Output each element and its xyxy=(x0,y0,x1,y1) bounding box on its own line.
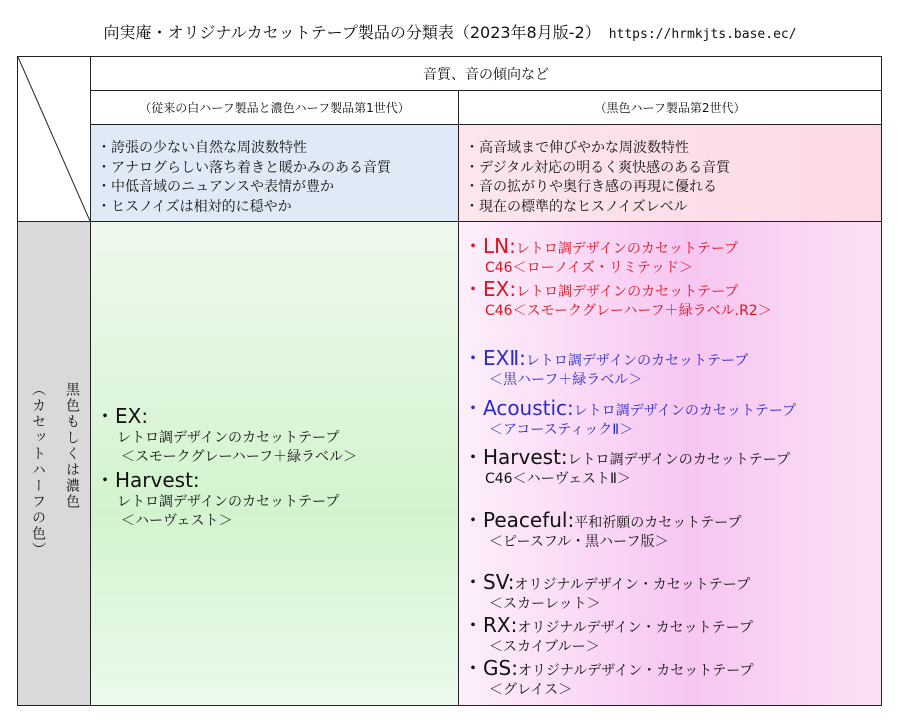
right-products-cell xyxy=(459,222,882,706)
product-sub: ＜黒ハーフ＋緑ラベル＞ xyxy=(489,372,643,388)
product-sub: ＜ハーヴェスト＞ xyxy=(121,513,233,529)
product-name: ・EXⅡ: xyxy=(463,346,526,370)
desc-right-line: ・音の拡がりや奥行き感の再現に優れる xyxy=(465,179,717,195)
title-text: 向実庵・オリジナルカセットテープ製品の分類表（2023年8月版-2） xyxy=(103,23,601,42)
product-sub: ＜ピースフル・黒ハーフ版＞ xyxy=(489,534,669,550)
desc-left-line: ・ヒスノイズは相対的に穏やか xyxy=(97,198,292,215)
product-name: ・Peaceful: xyxy=(463,508,575,532)
product-desc: レトロ調デザインのカセットテープ xyxy=(117,494,340,510)
product-desc: レトロ調デザインのカセットテープ xyxy=(525,353,749,369)
product-desc: 平和祈願のカセットテープ xyxy=(574,515,742,531)
corner-cell xyxy=(18,57,91,222)
desc-left-line: ・中低音域のニュアンスや表情が豊か xyxy=(97,179,335,195)
product-name: ・SV: xyxy=(463,570,515,594)
product-desc: レトロ調デザインのカセットテープ xyxy=(515,241,739,257)
product-sub: ＜グレイス＞ xyxy=(489,682,573,698)
row-label-main: 黒色もしくは濃色 xyxy=(64,382,80,510)
product-item xyxy=(463,566,750,614)
shop-url[interactable]: https://hrmkjts.base.ec/ xyxy=(608,27,797,42)
product-name: ・RX: xyxy=(463,613,518,637)
product-sub: ＜スカーレット＞ xyxy=(489,596,601,612)
desc-right-line: ・高音域まで伸びやかな周波数特性 xyxy=(465,140,689,156)
product-sub: ＜スモークグレーハーフ＋緑ラベル＞ xyxy=(121,449,358,465)
product-item xyxy=(463,230,738,278)
product-item xyxy=(463,652,754,700)
row-label-sub: （カセットハーフの色） xyxy=(30,382,46,558)
product-name: ・Harvest: xyxy=(463,445,568,469)
classification-table xyxy=(17,56,882,706)
product-item xyxy=(463,392,796,440)
product-item xyxy=(463,609,753,657)
header-col-left: （従来の白ハーフ製品と濃色ハーフ製品第1世代） xyxy=(91,91,459,125)
product-desc: レトロ調デザインのカセットテープ xyxy=(573,403,797,419)
product-name: ・LN: xyxy=(463,234,516,258)
product-desc: レトロ調デザインのカセットテープ xyxy=(567,452,790,468)
product-sub: C46＜スモークグレーハーフ＋緑ラベル.R2＞ xyxy=(485,303,772,319)
product-desc: オリジナルデザイン・カセットテープ xyxy=(517,620,753,636)
desc-left-cell xyxy=(91,125,459,222)
desc-left-line: ・誇張の少ない自然な周波数特性 xyxy=(97,140,307,156)
product-desc: オリジナルデザイン・カセットテープ xyxy=(517,663,754,679)
product-name: ・GS: xyxy=(463,656,518,680)
product-item xyxy=(95,464,339,531)
product-desc: レトロ調デザインのカセットテープ xyxy=(117,430,340,446)
corner-diagonal xyxy=(18,57,90,221)
product-item xyxy=(463,273,772,321)
product-sub: C46＜ハーヴェストⅡ＞ xyxy=(485,471,631,487)
product-item xyxy=(463,504,742,552)
header-main: 音質、音の傾向など xyxy=(91,57,882,91)
product-name: ・EX: xyxy=(463,277,517,301)
desc-right-line: ・デジタル対応の明るく爽快感のある音質 xyxy=(465,159,731,176)
product-item xyxy=(95,400,357,467)
product-sub: ＜アコースティックⅡ＞ xyxy=(489,422,634,438)
product-name: ・Acoustic: xyxy=(463,396,574,420)
product-sub: ＜スカイブルー＞ xyxy=(489,639,600,655)
desc-right-cell xyxy=(459,125,882,222)
left-products-cell xyxy=(91,222,459,706)
product-name: ・EX: xyxy=(95,404,149,428)
desc-right-line: ・現在の標準的なヒスノイズレベル xyxy=(465,198,688,215)
desc-left-line: ・アナログらしい落ち着きと暖かみのある音質 xyxy=(97,159,391,176)
row-label-cell xyxy=(18,222,91,706)
page-title xyxy=(0,20,900,43)
product-item xyxy=(463,342,748,390)
product-desc: オリジナルデザイン・カセットテープ xyxy=(514,577,751,593)
product-sub: C46＜ローノイズ・リミテッド＞ xyxy=(485,260,693,276)
product-name: ・Harvest: xyxy=(95,468,200,492)
header-col-right: （黒色ハーフ製品第2世代） xyxy=(459,91,882,125)
product-item xyxy=(463,441,790,489)
product-desc: レトロ調デザインのカセットテープ xyxy=(516,284,739,300)
